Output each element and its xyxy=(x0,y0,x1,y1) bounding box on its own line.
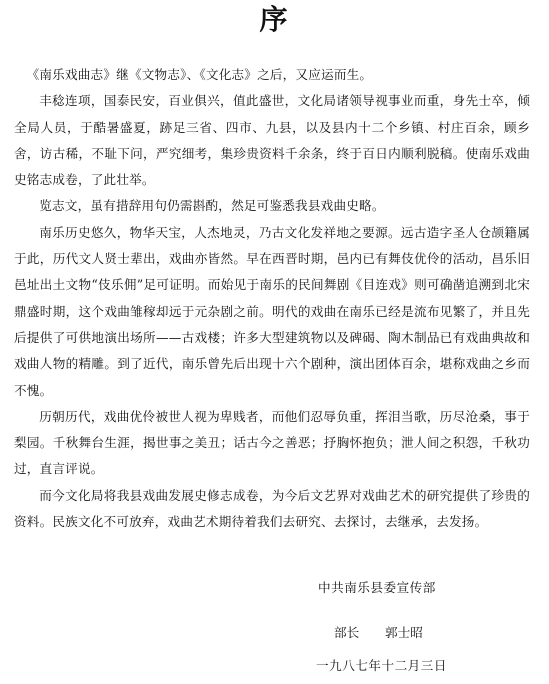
paragraph-4: 南乐历史悠久，物华天宝，人杰地灵，乃古文化发祥地之要源。远古造字圣人仓颉籍属于此，历代文人贤士辈出，戏曲亦皆然。早在西晋时期，邑内已有舞伎优伶的活动，昌乐旧邑址出土文物“伎乐佣”足可证明。而始见于南乐的民间舞剧《目连戏》则可确凿追溯到北宋鼎盛时期，这个戏曲雏稼却远于元杂剧之前。明代的戏曲在南乐已经是流布见繁了，并且先后提供了可供地演出场所——古戏楼；许多大型建筑物以及碑碣、陶木制品已有戏曲典故和戏曲人物的精雕。到了近代，南乐曾先后出现十六个剧种，演出团体百余，堪称戏曲之乡而不愧。 xyxy=(14,224,530,398)
signature-name: 郭士昭 xyxy=(385,625,423,640)
signature-organization: 中共南乐县委宣传部 xyxy=(318,580,436,595)
page-title: 序 xyxy=(259,3,290,36)
preface-body xyxy=(14,62,530,535)
signature-role: 部长 xyxy=(334,625,360,640)
paragraph-6: 而今文化局将我县戏曲发展史修志成卷，为今后文艺界对戏曲艺术的研究提供了珍贵的资料。民族文化不可放弃，戏曲艺术期待着我们去研究、去探讨，去继承，去发扬。 xyxy=(14,487,530,530)
paragraph-2: 丰稔连项，国泰民安，百业俱兴，值此盛世，文化局诸领导视事业而重，身先士卒，倾全局人员，于酷暑盛夏，跡足三省、四市、九县，以及县内十二个乡镇、村庄百余，顾乡舍，访古稀，不耻下问，严究细考，集珍贵资料千余条，终于百日内顺利脱稿。使南乐戏曲史铭志成卷，了此壮举。 xyxy=(14,93,530,188)
paragraph-1: 《南乐戏曲志》继《文物志》、《文化志》之后，又应运而生。 xyxy=(26,67,373,82)
paragraph-3: 览志文，虽有措辞用句仍需斟酌，然足可鉴悉我县戏曲史略。 xyxy=(39,198,385,214)
paragraph-5: 历朝历代，戏曲优伶被世人视为卑贱者，而他们忍辱负重，挥泪当歌，历尽沧桑，事于梨园。千秋舞台生涯，揭世事之美丑；话古今之善恶；抒胸怀抱负；泄人间之积怨，千秋功过，直言评说。 xyxy=(14,408,530,477)
signature-date: 一九八七年十二月三日 xyxy=(316,658,447,673)
